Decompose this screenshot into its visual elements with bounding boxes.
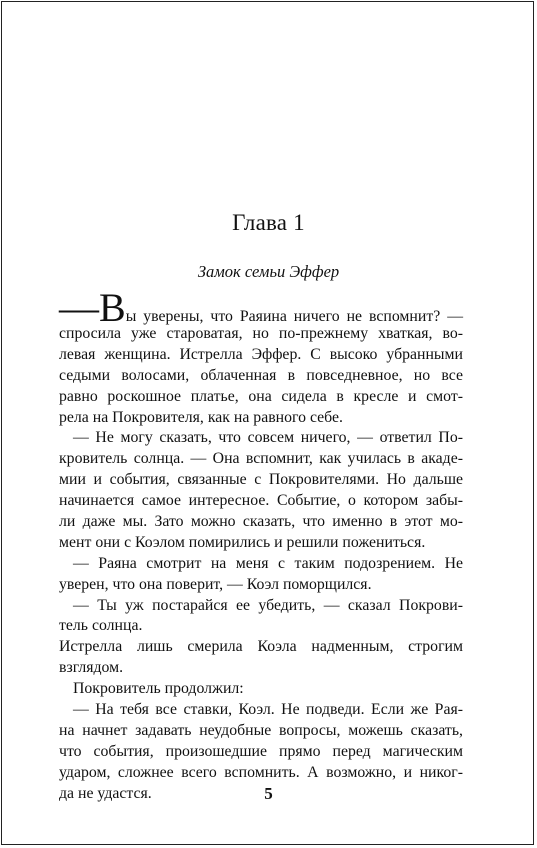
page-number: 5 xyxy=(264,784,273,803)
text-line: левая женщина. Истрелла Эффер. С высоко убранными xyxy=(59,345,463,363)
body-text xyxy=(59,285,463,804)
text-line: Покровитель продолжил: xyxy=(73,680,244,698)
text-line: рела на Покровителя, как на равного себе. xyxy=(59,408,343,426)
chapter-title: Глава 1 xyxy=(232,210,305,235)
text-line: ли даже мы. Зато можно сказать, что именно в этот мо- xyxy=(59,513,463,531)
text-line: что события, произошедшие прямо перед магическим xyxy=(59,742,463,760)
text-line: — Раяна смотрит на меня с таким подозрением. Не xyxy=(73,554,463,572)
text-line: мент они с Коэлом помирились и решили пожениться. xyxy=(59,533,426,551)
text-line: начинается самое интересное. Событие, о котором забы- xyxy=(59,492,463,510)
chapter-subtitle: Замок семьи Эффер xyxy=(197,262,340,281)
text-line: спросила уже староватая, но по-прежнему хваткая, во- xyxy=(59,325,463,342)
text-line: взглядом. xyxy=(59,659,124,677)
text-line: кровитель солнца. — Она вспомнит, как училась в акаде- xyxy=(59,450,463,468)
text-line: седыми волосами, облаченная в повседневное, но все xyxy=(59,366,463,384)
text-line: —Вы уверены, что Раяина ничего не вспомнит? — xyxy=(59,285,463,330)
text-line: ударом, сложнее всего вспомнить. А возможно, и никог- xyxy=(59,763,463,781)
text-line: Истрелла лишь смерила Коэла надменным, строгим xyxy=(59,638,463,656)
text-line: уверен, что она поверит, — Коэл поморщился. xyxy=(59,575,372,593)
text-line: — На тебя все ставки, Коэл. Не подведи. Если же Рая- xyxy=(73,701,463,719)
text-line: мии и события, связанные с Покровителями. Но дальше xyxy=(59,471,463,489)
text-line: да не удастся. xyxy=(59,784,152,802)
text-line: равно роскошное платье, она сидела в кресле и смот- xyxy=(59,387,463,405)
text-line: на начнет задавать неудобные вопросы, можешь сказать, xyxy=(59,721,463,739)
drop-cap: —В xyxy=(59,285,126,330)
text-line: тель солнца. xyxy=(59,617,143,635)
text-line: — Ты уж постарайся ее убедить, — сказал Покрови- xyxy=(73,596,463,614)
text-line: — Не могу сказать, что совсем ничего, — ответил По- xyxy=(73,429,463,447)
